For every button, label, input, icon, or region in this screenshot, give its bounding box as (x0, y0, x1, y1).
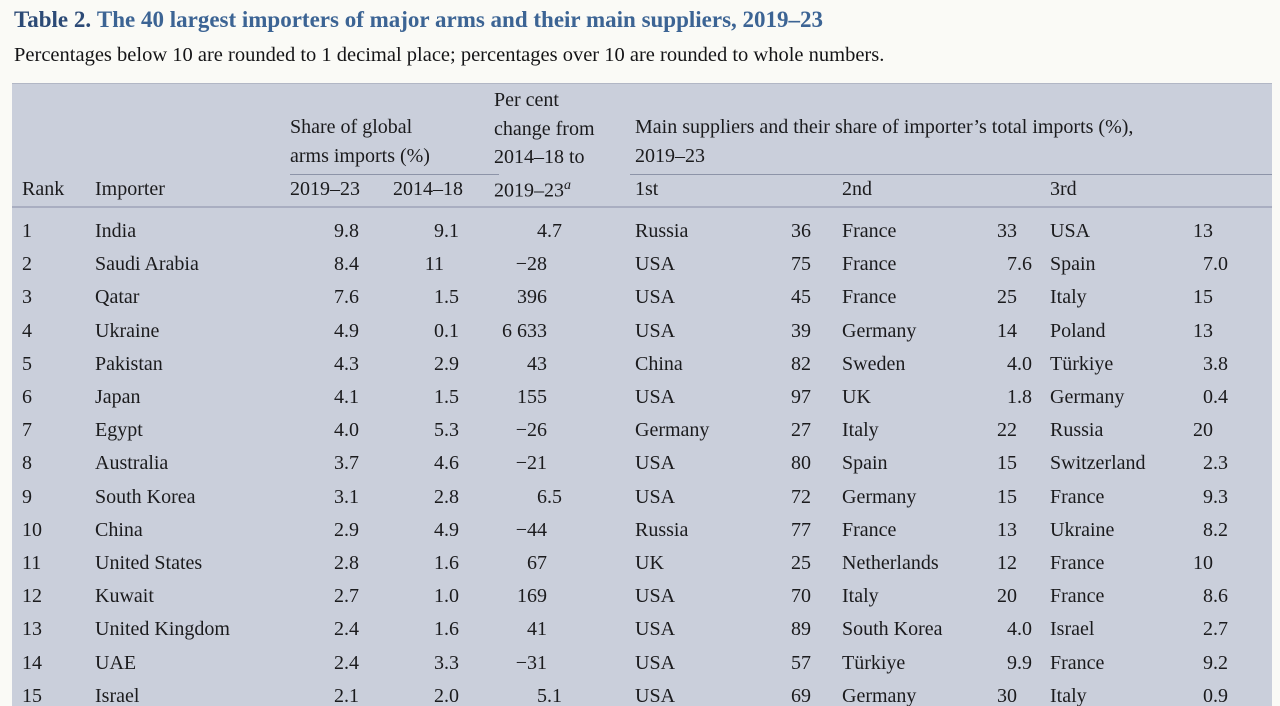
supplier-3-name-cell: France (1050, 551, 1105, 574)
share-2014-18-cell: 1 .6 (434, 618, 459, 641)
supplier-1-name-cell: USA (635, 485, 676, 508)
supplier-2-share-cell: 14 (997, 319, 1017, 342)
share-2019-23-cell: 7 .6 (334, 286, 359, 309)
pct-header-line-3: 2014–18 to (494, 146, 585, 169)
percent-change-cell: 169 (517, 585, 547, 608)
supplier-2-name-cell: Italy (842, 585, 879, 608)
table-body (12, 208, 1272, 706)
share-group-line-2: arms imports (%) (290, 145, 430, 167)
supplier-1-name-cell: Russia (635, 518, 689, 541)
supplier-1-name-cell: USA (635, 585, 676, 608)
importer-cell: Pakistan (95, 352, 163, 375)
rank-cell: 9 (22, 485, 32, 508)
supplier-1-name-cell: Russia (635, 220, 689, 243)
supplier-2-share-cell: 22 (997, 419, 1017, 442)
supplier-2-share-cell: 20 (997, 585, 1017, 608)
share-2019-23-cell: 2 .4 (334, 618, 359, 641)
share-2019-23-cell: 2 .7 (334, 585, 359, 608)
arms-importers-table (12, 83, 1272, 706)
supplier-3-share-cell: 13 (1193, 319, 1213, 342)
share-2014-18-cell: 1 .6 (434, 551, 459, 574)
table-row (12, 248, 1272, 281)
supplier-2-name-cell: France (842, 253, 897, 276)
importer-cell: Israel (95, 684, 140, 706)
importer-cell: India (95, 220, 137, 243)
importer-cell: South Korea (95, 485, 196, 508)
supplier-2-share-cell: 13 (997, 518, 1017, 541)
share-2019-23-cell: 3 .1 (334, 485, 359, 508)
supplier-1-name-cell: Germany (635, 419, 710, 442)
importer-cell: United Kingdom (95, 618, 230, 641)
column-header-supplier-2nd: 2nd (842, 178, 872, 200)
share-2019-23-cell: 2 .1 (334, 684, 359, 706)
importer-cell: Saudi Arabia (95, 253, 199, 276)
supplier-1-name-cell: USA (635, 618, 676, 641)
share-2019-23-cell: 4 .0 (334, 419, 359, 442)
table-row (12, 547, 1272, 580)
supplier-1-share-cell: 39 (791, 319, 811, 342)
percent-change-cell: −44 (515, 518, 547, 541)
share-2019-23-cell: 2 .9 (334, 518, 359, 541)
supplier-2-name-cell: Germany (842, 485, 917, 508)
supplier-3-share-cell: 8 .6 (1203, 585, 1228, 608)
table-row (12, 646, 1272, 679)
table-row (12, 580, 1272, 613)
column-group-main-suppliers (630, 113, 1272, 175)
supplier-3-name-cell: Spain (1050, 253, 1096, 276)
percent-change-cell: 43 (527, 352, 547, 375)
supplier-1-share-cell: 27 (791, 419, 811, 442)
table-subtitle: Percentages below 10 are rounded to 1 decimal place; percentages over 10 are rounded to whole numbers. (14, 44, 885, 66)
supplier-3-name-cell: France (1050, 651, 1105, 674)
supplier-2-share-cell: 1 .8 (1007, 386, 1032, 409)
supplier-3-name-cell: Israel (1050, 618, 1095, 641)
column-header-share-2019-23: 2019–23 (290, 178, 360, 200)
pct-header-period: 2019–23 (494, 179, 564, 202)
column-header-importer: Importer (95, 178, 165, 200)
percent-change-cell: 155 (517, 386, 547, 409)
supplier-2-name-cell: Germany (842, 319, 917, 342)
supplier-1-share-cell: 89 (791, 618, 811, 641)
supplier-3-share-cell: 7 .0 (1203, 253, 1228, 276)
supplier-2-share-cell: 15 (997, 485, 1017, 508)
importer-cell: Ukraine (95, 319, 160, 342)
supplier-1-share-cell: 57 (791, 651, 811, 674)
table-row (12, 414, 1272, 447)
supplier-3-name-cell: Italy (1050, 286, 1087, 309)
share-2019-23-cell: 3 .7 (334, 452, 359, 475)
supplier-2-name-cell: Netherlands (842, 551, 939, 574)
table-row (12, 281, 1272, 314)
pct-header-line-2: change from (494, 117, 595, 140)
share-2014-18-cell: 4 .9 (434, 518, 459, 541)
rank-cell: 5 (22, 352, 32, 375)
importer-cell: Kuwait (95, 585, 154, 608)
supplier-1-share-cell: 70 (791, 585, 811, 608)
table-row (12, 514, 1272, 547)
column-header-share-2014-18: 2014–18 (393, 178, 463, 200)
supplier-3-share-cell: 15 (1193, 286, 1213, 309)
supplier-1-name-cell: USA (635, 684, 676, 706)
footnote-marker-a: a (564, 177, 571, 193)
percent-change-cell: 396 (517, 286, 547, 309)
pct-header-line-1: Per cent (494, 89, 559, 111)
supplier-1-share-cell: 45 (791, 286, 811, 309)
table-row (12, 447, 1272, 480)
supplier-1-name-cell: China (635, 352, 683, 375)
supplier-2-name-cell: Germany (842, 684, 917, 706)
supplier-2-share-cell: 9 .9 (1007, 651, 1032, 674)
supplier-3-share-cell: 0 .4 (1203, 386, 1228, 409)
supplier-1-name-cell: USA (635, 286, 676, 309)
supplier-3-share-cell: 9 .2 (1203, 651, 1228, 674)
column-header-percent-change (494, 86, 595, 205)
supplier-3-name-cell: France (1050, 585, 1105, 608)
share-2014-18-cell: 9 .1 (434, 220, 459, 243)
percent-change-cell: 41 (527, 618, 547, 641)
share-2014-18-cell: 1 .5 (434, 386, 459, 409)
supplier-2-share-cell: 25 (997, 286, 1017, 309)
share-2014-18-cell: 2 .8 (434, 485, 459, 508)
table-title (14, 6, 823, 34)
supplier-1-name-cell: UK (635, 551, 664, 574)
table-row (12, 215, 1272, 248)
supplier-1-name-cell: USA (635, 386, 676, 409)
rank-cell: 14 (22, 651, 42, 674)
rank-cell: 1 (22, 220, 32, 243)
share-2014-18-cell: 0 .1 (434, 319, 459, 342)
supplier-2-name-cell: Sweden (842, 352, 906, 375)
supplier-3-name-cell: Poland (1050, 319, 1106, 342)
supplier-1-name-cell: USA (635, 452, 676, 475)
table-row (12, 613, 1272, 646)
share-2014-18-cell: 1 .5 (434, 286, 459, 309)
supplier-3-share-cell: 13 (1193, 220, 1213, 243)
supplier-2-name-cell: Italy (842, 419, 879, 442)
supplier-2-name-cell: France (842, 286, 897, 309)
supplier-3-name-cell: Switzerland (1050, 452, 1146, 475)
table-header (12, 84, 1272, 208)
table-row (12, 315, 1272, 348)
supplier-2-share-cell: 30 (997, 684, 1017, 706)
importer-cell: Australia (95, 452, 169, 475)
rank-cell: 2 (22, 253, 32, 276)
share-2014-18-cell: 3 .3 (434, 651, 459, 674)
share-2019-23-cell: 2 .4 (334, 651, 359, 674)
supplier-2-name-cell: Spain (842, 452, 888, 475)
table-row (12, 481, 1272, 514)
share-2014-18-cell: 4 .6 (434, 452, 459, 475)
pct-header-line-4 (494, 172, 595, 205)
share-2014-18-cell: 2 .9 (434, 352, 459, 375)
supplier-3-share-cell: 0 .9 (1203, 684, 1228, 706)
percent-change-cell: −31 (515, 651, 547, 674)
supplier-2-name-cell: Türkiye (842, 651, 906, 674)
supplier-1-share-cell: 97 (791, 386, 811, 409)
share-2014-18-cell: 5 .3 (434, 419, 459, 442)
supplier-3-share-cell: 2 .7 (1203, 618, 1228, 641)
percent-change-cell: −21 (515, 452, 547, 475)
suppliers-group-line-2: 2019–23 (635, 145, 705, 167)
supplier-3-name-cell: Türkiye (1050, 352, 1114, 375)
supplier-1-share-cell: 75 (791, 253, 811, 276)
share-2019-23-cell: 9 .8 (334, 220, 359, 243)
importer-cell: Qatar (95, 286, 140, 309)
rank-cell: 11 (22, 551, 42, 574)
percent-change-cell: −28 (515, 253, 547, 276)
share-2014-18-cell: 2 .0 (434, 684, 459, 706)
column-header-supplier-3rd: 3rd (1050, 178, 1077, 200)
supplier-1-share-cell: 80 (791, 452, 811, 475)
rank-cell: 3 (22, 286, 32, 309)
supplier-3-share-cell: 10 (1193, 551, 1213, 574)
supplier-3-name-cell: Germany (1050, 386, 1125, 409)
supplier-1-share-cell: 82 (791, 352, 811, 375)
importer-cell: UAE (95, 651, 137, 674)
supplier-1-name-cell: USA (635, 253, 676, 276)
supplier-1-share-cell: 69 (791, 684, 811, 706)
supplier-2-share-cell: 4 .0 (1007, 618, 1032, 641)
rank-cell: 13 (22, 618, 42, 641)
supplier-2-name-cell: France (842, 220, 897, 243)
supplier-3-name-cell: Russia (1050, 419, 1104, 442)
supplier-2-name-cell: South Korea (842, 618, 943, 641)
importer-cell: Egypt (95, 419, 143, 442)
supplier-1-name-cell: USA (635, 319, 676, 342)
percent-change-cell: 6 633 (502, 319, 547, 342)
share-2019-23-cell: 2 .8 (334, 551, 359, 574)
percent-change-cell: 4 .7 (537, 220, 562, 243)
rank-cell: 15 (22, 684, 42, 706)
supplier-1-share-cell: 25 (791, 551, 811, 574)
table-row (12, 680, 1272, 706)
share-2019-23-cell: 4 .3 (334, 352, 359, 375)
supplier-3-share-cell: 3 .8 (1203, 352, 1228, 375)
share-2014-18-cell: 11 (424, 253, 444, 276)
table-title-label: Table 2. (14, 7, 92, 32)
supplier-2-share-cell: 33 (997, 220, 1017, 243)
rank-cell: 10 (22, 518, 42, 541)
importer-cell: United States (95, 551, 203, 574)
column-header-rank: Rank (22, 178, 65, 200)
rank-cell: 8 (22, 452, 32, 475)
rank-cell: 4 (22, 319, 32, 342)
suppliers-group-line-1: Main suppliers and their share of importer’s total imports (%), (635, 116, 1134, 138)
table-row (12, 381, 1272, 414)
supplier-2-name-cell: France (842, 518, 897, 541)
percent-change-cell: −26 (515, 419, 547, 442)
supplier-2-share-cell: 12 (997, 551, 1017, 574)
table-row (12, 348, 1272, 381)
supplier-1-name-cell: USA (635, 651, 676, 674)
percent-change-cell: 67 (527, 551, 547, 574)
supplier-3-share-cell: 9 .3 (1203, 485, 1228, 508)
supplier-2-share-cell: 4 .0 (1007, 352, 1032, 375)
supplier-1-share-cell: 77 (791, 518, 811, 541)
importer-cell: Japan (95, 386, 141, 409)
rank-cell: 6 (22, 386, 32, 409)
percent-change-cell: 5 .1 (537, 684, 562, 706)
supplier-3-share-cell: 8 .2 (1203, 518, 1228, 541)
supplier-1-share-cell: 72 (791, 485, 811, 508)
share-2014-18-cell: 1 .0 (434, 585, 459, 608)
percent-change-cell: 6 .5 (537, 485, 562, 508)
importer-cell: China (95, 518, 143, 541)
supplier-3-share-cell: 2 .3 (1203, 452, 1228, 475)
share-2019-23-cell: 4 .9 (334, 319, 359, 342)
supplier-3-name-cell: USA (1050, 220, 1091, 243)
share-2019-23-cell: 8 .4 (334, 253, 359, 276)
supplier-2-share-cell: 7 .6 (1007, 253, 1032, 276)
supplier-3-name-cell: Italy (1050, 684, 1087, 706)
share-2019-23-cell: 4 .1 (334, 386, 359, 409)
supplier-3-name-cell: France (1050, 485, 1105, 508)
rank-cell: 7 (22, 419, 32, 442)
column-group-share-of-global-imports (290, 113, 499, 175)
supplier-1-share-cell: 36 (791, 220, 811, 243)
supplier-3-share-cell: 20 (1193, 419, 1213, 442)
supplier-2-share-cell: 15 (997, 452, 1017, 475)
column-header-supplier-1st: 1st (635, 178, 659, 200)
table-title-text: The 40 largest importers of major arms and their main suppliers, 2019–23 (96, 7, 824, 32)
supplier-2-name-cell: UK (842, 386, 871, 409)
share-group-line-1: Share of global (290, 116, 413, 138)
supplier-3-name-cell: Ukraine (1050, 518, 1115, 541)
rank-cell: 12 (22, 585, 42, 608)
